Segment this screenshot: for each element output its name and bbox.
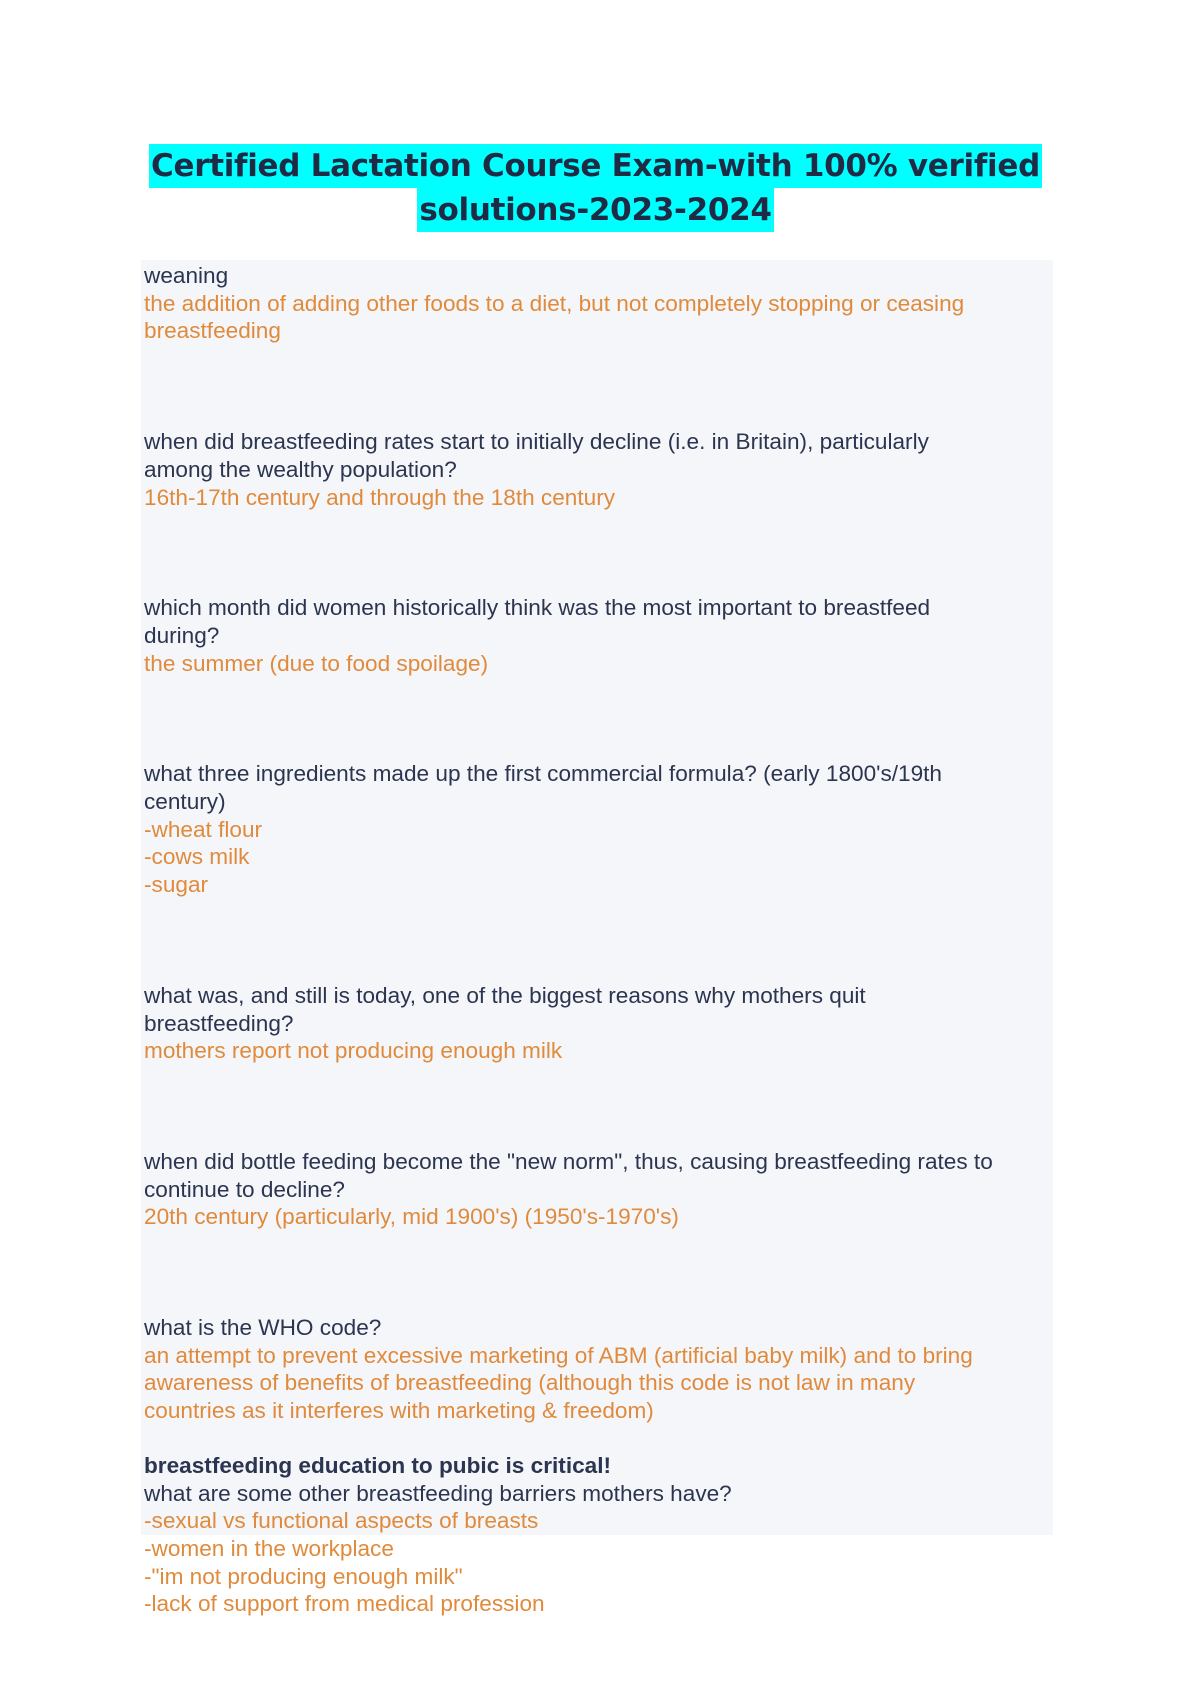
question-line: what three ingredients made up the first commercial formula? (early 1800's/19th bbox=[144, 761, 942, 787]
qa-item-final bbox=[144, 1452, 1056, 1618]
answer-line: an attempt to prevent excessive marketing of ABM (artificial baby milk) and to bring bbox=[144, 1342, 973, 1368]
qa-content bbox=[144, 262, 1056, 1701]
qa-item bbox=[144, 1148, 1056, 1231]
answer-line: the summer (due to food spoilage) bbox=[144, 650, 489, 676]
answer-line: -lack of support from medical profession bbox=[144, 1591, 545, 1617]
answer-line: awareness of benefits of breastfeeding (although this code is not law in many bbox=[144, 1370, 916, 1396]
answer-line: -wheat flour bbox=[144, 816, 263, 842]
question-line: when did bottle feeding become the "new norm", thus, causing breastfeeding rates to bbox=[144, 1148, 993, 1174]
answer-line: -women in the workplace bbox=[144, 1535, 394, 1561]
question: what are some other breastfeeding barriers mothers have? bbox=[144, 1480, 732, 1506]
qa-item bbox=[144, 594, 1056, 677]
answer-line: mothers report not producing enough milk bbox=[144, 1038, 563, 1064]
question-line: continue to decline? bbox=[144, 1176, 345, 1202]
answer-line: the addition of adding other foods to a diet, but not completely stopping or ceasing bbox=[144, 290, 965, 316]
question-line: century) bbox=[144, 789, 226, 815]
answer-line: 20th century (particularly, mid 1900's) (1950's-1970's) bbox=[144, 1204, 679, 1230]
question-line: when did breastfeeding rates start to initially decline (i.e. in Britain), particularly bbox=[144, 429, 929, 455]
answer-line: countries as it interferes with marketing & freedom) bbox=[144, 1398, 654, 1424]
qa-item bbox=[144, 1314, 1056, 1425]
answer-line: -"im not producing enough milk" bbox=[144, 1563, 463, 1589]
bold-note: breastfeeding education to pubic is critical! bbox=[144, 1452, 612, 1478]
qa-item bbox=[144, 982, 1056, 1065]
question-line: breastfeeding? bbox=[144, 1010, 294, 1036]
qa-item bbox=[144, 428, 1056, 511]
question: weaning bbox=[144, 263, 229, 288]
answer-line: 16th-17th century and through the 18th century bbox=[144, 484, 616, 510]
answer-line: -sexual vs functional aspects of breasts bbox=[144, 1508, 539, 1534]
title-line-1: Certified Lactation Course Exam-with 100% verified bbox=[149, 144, 1042, 188]
qa-item bbox=[144, 760, 1056, 899]
question-line: among the wealthy population? bbox=[144, 456, 457, 482]
document-title bbox=[0, 144, 1191, 232]
answer-line: -sugar bbox=[144, 872, 209, 898]
answer-line: breastfeeding bbox=[144, 318, 281, 344]
answer-line: -cows milk bbox=[144, 844, 250, 870]
qa-item bbox=[144, 262, 1056, 345]
question-line: during? bbox=[144, 622, 220, 648]
question-line: what is the WHO code? bbox=[144, 1315, 382, 1341]
question-line: what was, and still is today, one of the biggest reasons why mothers quit bbox=[144, 982, 866, 1008]
question-line: which month did women historically think was the most important to breastfeed bbox=[144, 595, 931, 621]
title-line-2: solutions-2023-2024 bbox=[417, 188, 773, 232]
